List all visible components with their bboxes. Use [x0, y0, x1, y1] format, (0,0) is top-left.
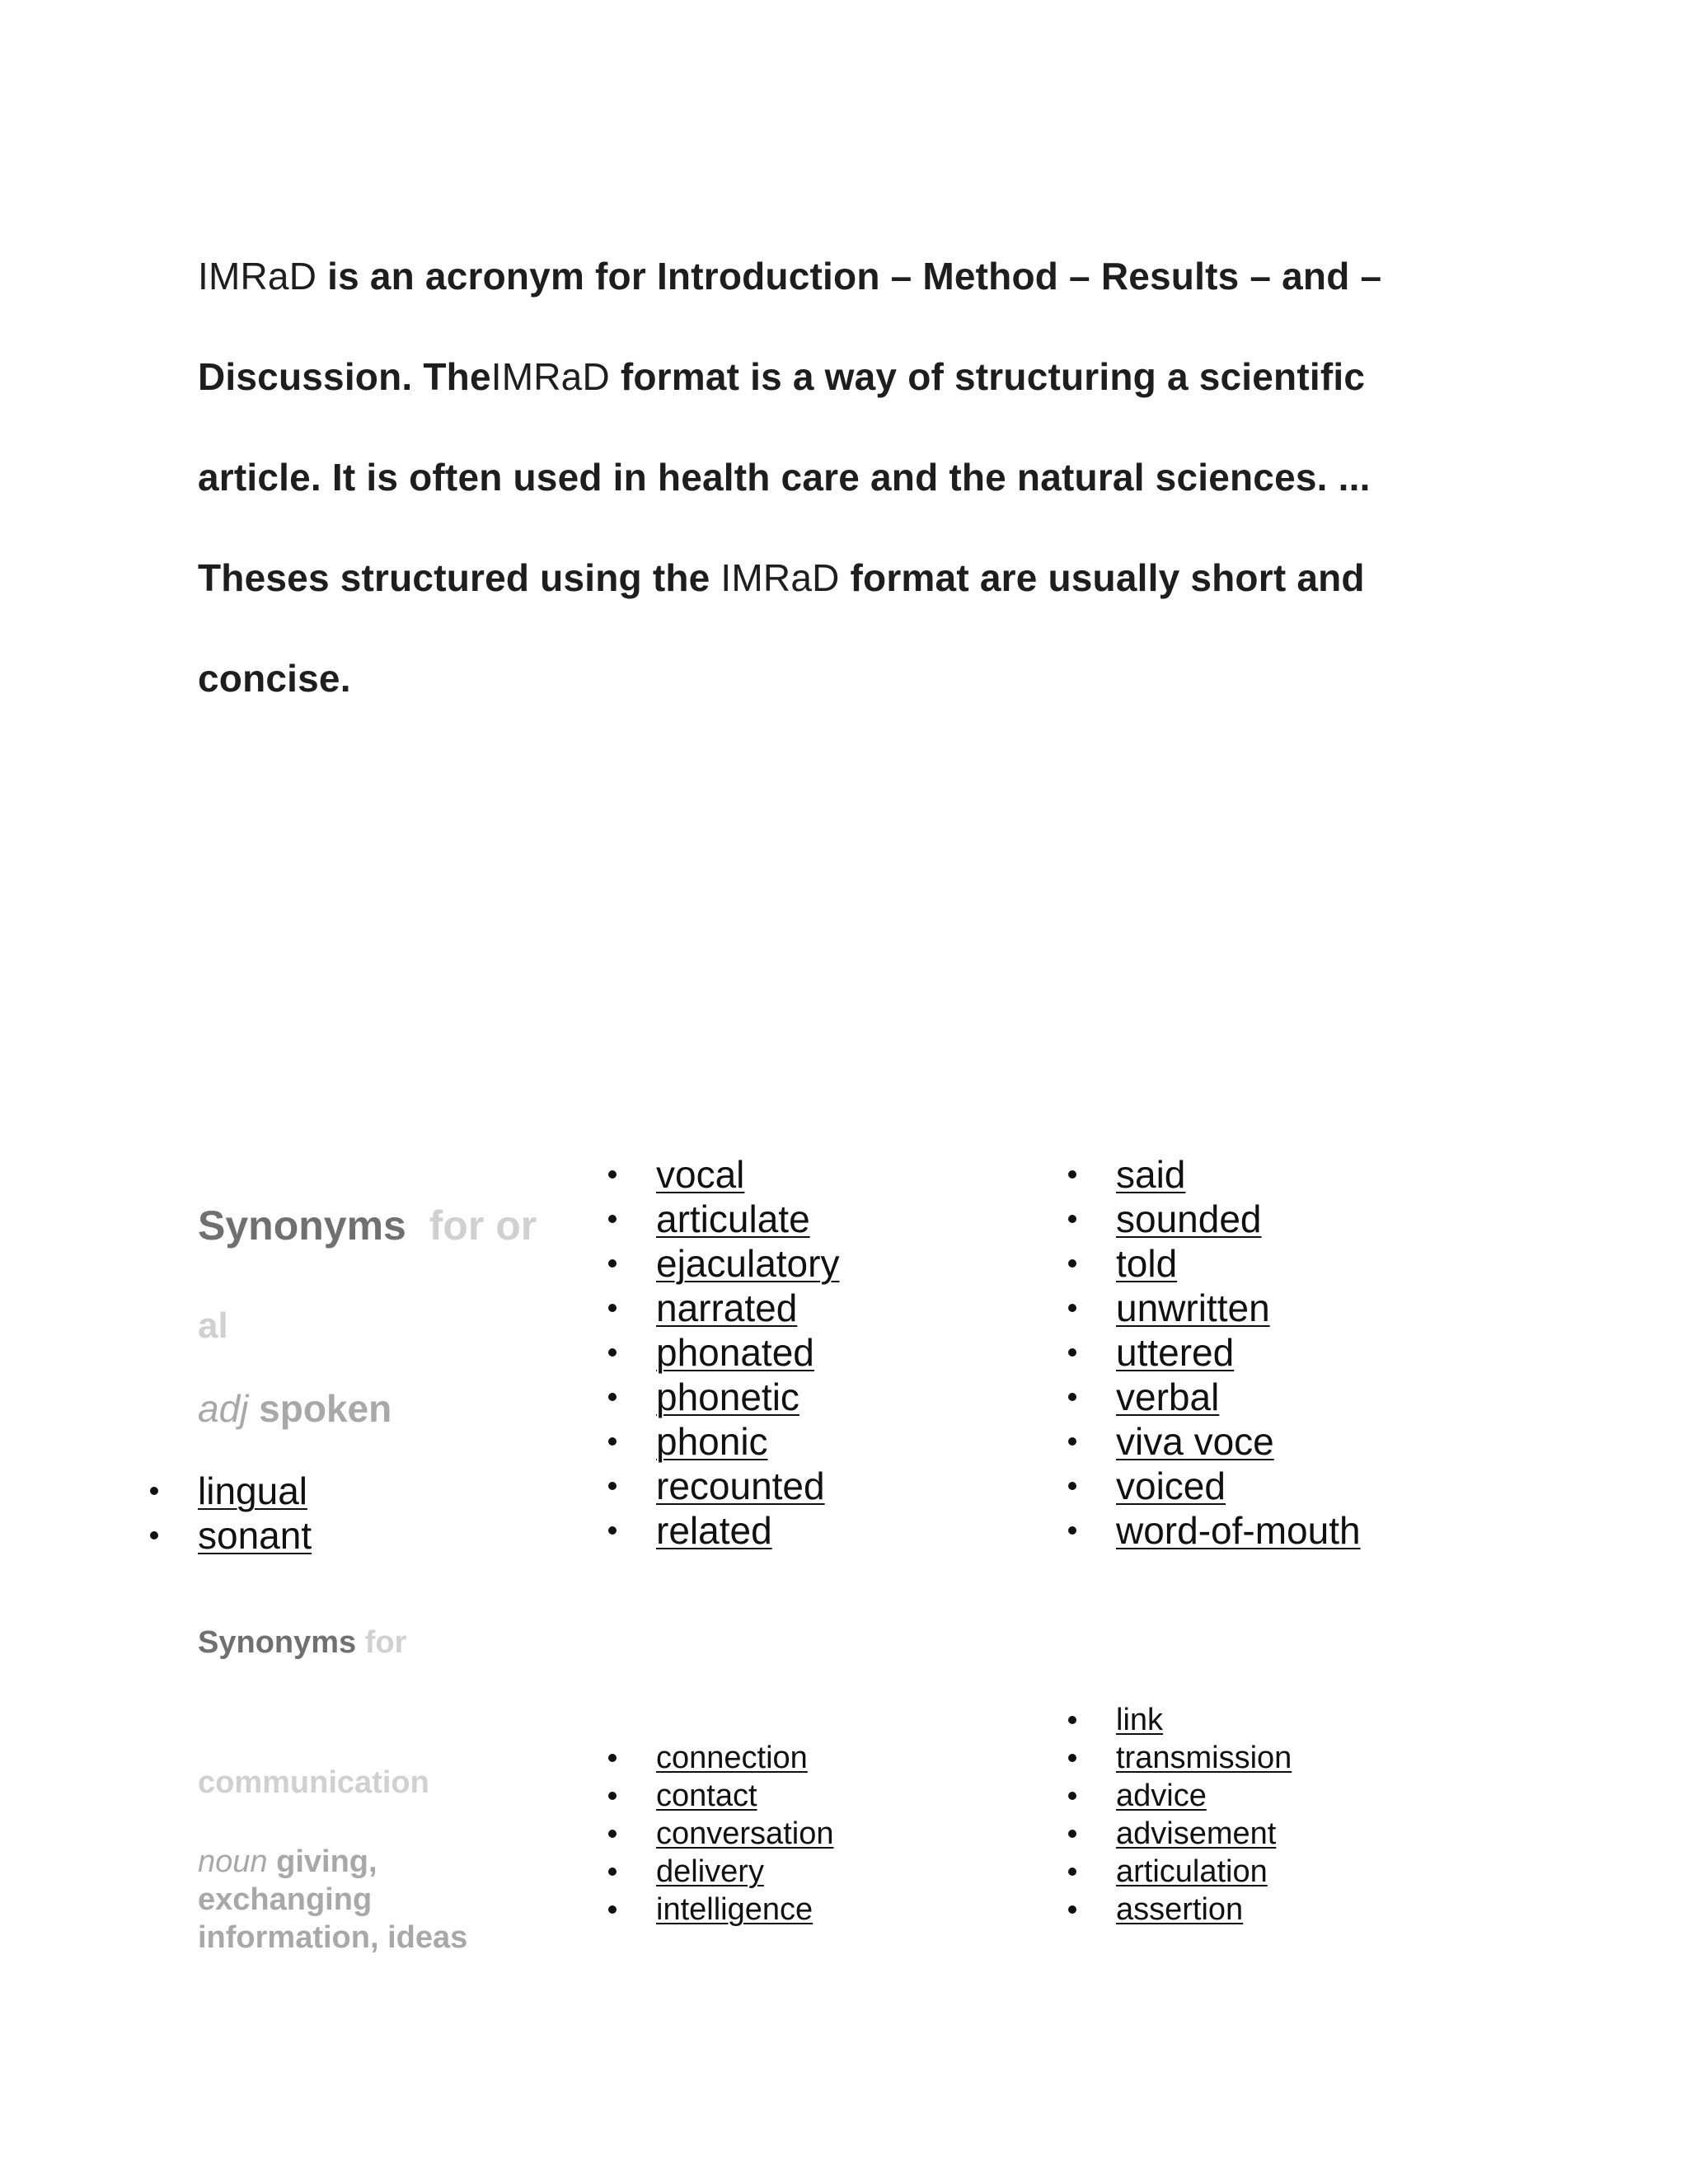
communication-synonyms-heading — [198, 1625, 406, 1661]
heading-communication: communication — [198, 1765, 429, 1800]
synonym-link[interactable]: verbal — [1116, 1376, 1220, 1418]
paragraph-text: format are usually short and — [839, 556, 1365, 599]
synonym-link[interactable]: advisement — [1116, 1816, 1277, 1851]
oral-synonym-list-3 — [1116, 1152, 1361, 1553]
oral-synonym-list-1 — [198, 1469, 312, 1558]
list-item — [1116, 1241, 1361, 1286]
list-item — [1116, 1701, 1292, 1739]
synonym-link[interactable]: uttered — [1116, 1331, 1235, 1374]
part-of-speech: noun — [198, 1844, 268, 1879]
definition-gloss: giving, — [276, 1844, 377, 1879]
synonym-link[interactable]: contact — [656, 1779, 757, 1813]
oral-synonym-list-2 — [656, 1152, 839, 1553]
list-item — [656, 1152, 839, 1197]
synonym-link[interactable]: told — [1116, 1242, 1178, 1285]
list-item — [656, 1419, 839, 1464]
definition-line — [198, 1843, 467, 1881]
part-of-speech: adj — [198, 1387, 249, 1430]
synonym-link[interactable]: intelligence — [656, 1892, 814, 1927]
synonym-link[interactable]: ejaculatory — [656, 1242, 840, 1285]
list-item — [1116, 1777, 1292, 1815]
synonym-link[interactable]: related — [656, 1509, 772, 1552]
imrad-term: IMRaD — [720, 556, 840, 599]
list-item — [198, 1513, 312, 1558]
list-item — [1116, 1330, 1361, 1375]
imrad-term: IMRaD — [490, 355, 610, 398]
list-item — [656, 1777, 833, 1815]
synonym-link[interactable]: assertion — [1116, 1892, 1244, 1927]
list-item — [1116, 1815, 1292, 1853]
list-item — [1116, 1152, 1361, 1197]
synonym-link[interactable]: articulate — [656, 1197, 810, 1240]
paragraph-line-2 — [198, 354, 1365, 399]
list-item — [1116, 1891, 1292, 1929]
list-item — [1116, 1464, 1361, 1508]
synonym-link[interactable]: viva voce — [1116, 1420, 1274, 1463]
synonym-link[interactable]: vocal — [656, 1153, 745, 1196]
synonym-link[interactable]: unwritten — [1116, 1286, 1270, 1329]
oral-synonyms-heading — [198, 1202, 537, 1249]
list-item — [656, 1464, 839, 1508]
synonym-link[interactable]: delivery — [656, 1854, 764, 1889]
synonym-link[interactable]: voiced — [1116, 1465, 1226, 1507]
oral-definition — [198, 1386, 392, 1431]
list-item — [656, 1375, 839, 1419]
list-item — [1116, 1286, 1361, 1330]
synonym-link[interactable]: phonated — [656, 1331, 814, 1374]
list-item — [656, 1853, 833, 1891]
heading-synonyms: Synonyms — [198, 1202, 406, 1249]
synonym-link[interactable]: sounded — [1116, 1197, 1262, 1240]
definition-line: information, ideas — [198, 1920, 468, 1955]
synonym-link[interactable]: lingual — [198, 1469, 307, 1512]
paragraph-text: format is a way of structuring a scientific — [609, 355, 1366, 398]
synonym-link[interactable]: sonant — [198, 1514, 312, 1557]
synonym-link[interactable]: transmission — [1116, 1741, 1292, 1775]
communication-synonym-list-2 — [1116, 1701, 1292, 1929]
communication-definition — [198, 1843, 467, 1957]
synonym-link[interactable]: connection — [656, 1741, 808, 1775]
paragraph-text: Discussion. The — [198, 355, 491, 398]
list-item — [656, 1508, 839, 1553]
list-item — [1116, 1739, 1292, 1777]
heading-synonyms: Synonyms — [198, 1625, 357, 1660]
communication-synonym-list-1 — [656, 1739, 833, 1929]
list-item — [198, 1469, 312, 1513]
list-item — [656, 1815, 833, 1853]
synonym-link[interactable]: advice — [1116, 1779, 1207, 1813]
paragraph-line-1 — [198, 254, 1381, 298]
definition-line: exchanging — [198, 1882, 373, 1917]
synonym-link[interactable]: said — [1116, 1153, 1186, 1196]
heading-al: al — [198, 1305, 228, 1346]
list-item — [656, 1197, 839, 1241]
list-item — [1116, 1853, 1292, 1891]
synonym-link[interactable]: phonetic — [656, 1376, 799, 1418]
synonym-link[interactable]: articulation — [1116, 1854, 1268, 1889]
synonym-link[interactable]: narrated — [656, 1286, 798, 1329]
synonym-link[interactable]: word-of-mouth — [1116, 1509, 1361, 1552]
list-item — [1116, 1375, 1361, 1419]
list-item — [656, 1286, 839, 1330]
synonym-link[interactable]: conversation — [656, 1816, 834, 1851]
heading-for: for — [364, 1625, 407, 1660]
list-item — [1116, 1419, 1361, 1464]
paragraph-text: Theses structured using the — [198, 556, 721, 599]
list-item — [656, 1241, 839, 1286]
definition-gloss: spoken — [259, 1387, 392, 1430]
heading-for-or: for or — [429, 1202, 537, 1249]
list-item — [1116, 1508, 1361, 1553]
list-item — [1116, 1197, 1361, 1241]
synonym-link[interactable]: link — [1116, 1703, 1164, 1737]
list-item — [656, 1330, 839, 1375]
paragraph-text: is an acronym for Introduction – Method – Results – and – — [316, 255, 1382, 298]
synonym-link[interactable]: phonic — [656, 1420, 768, 1463]
list-item — [656, 1739, 833, 1777]
paragraph-line-4 — [198, 555, 1365, 600]
paragraph-line-5: concise. — [198, 657, 351, 700]
imrad-term: IMRaD — [198, 255, 317, 298]
synonym-link[interactable]: recounted — [656, 1465, 825, 1507]
paragraph-line-3: article. It is often used in health care and the natural sciences. ... — [198, 456, 1371, 499]
list-item — [656, 1891, 833, 1929]
